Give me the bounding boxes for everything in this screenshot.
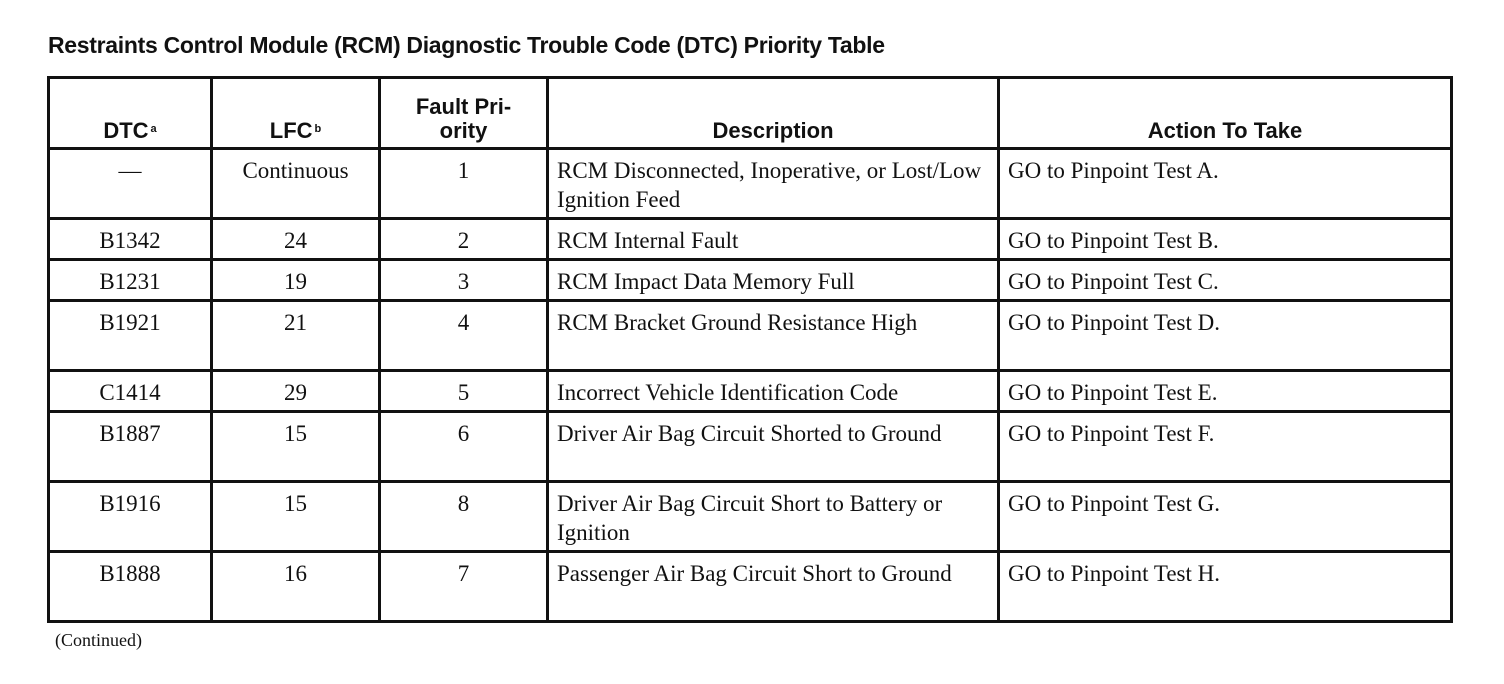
cell-action: GO to Pinpoint Test C. — [999, 260, 1452, 301]
header-lfc-label: LFC — [269, 118, 313, 143]
cell-description: RCM Bracket Ground Resistance High — [548, 301, 999, 371]
cell-lfc: 24 — [212, 219, 380, 260]
cell-dtc: B1916 — [49, 482, 212, 552]
continued-note: (Continued) — [55, 630, 142, 650]
cell-priority: 8 — [380, 482, 548, 552]
header-priority-line2: ority — [439, 118, 488, 143]
cell-description: RCM Impact Data Memory Full — [548, 260, 999, 301]
cell-description: RCM Disconnected, Inoperative, or Lost/Low Ignition Feed — [548, 149, 999, 219]
table-row — [49, 219, 1452, 260]
cell-description: Passenger Air Bag Circuit Short to Ground — [548, 552, 999, 622]
table-row — [49, 371, 1452, 412]
dtc-priority-table — [47, 76, 1453, 623]
header-fault-priority — [380, 78, 548, 149]
cell-dtc: B1231 — [49, 260, 212, 301]
cell-priority: 3 — [380, 260, 548, 301]
cell-dtc: B1921 — [49, 301, 212, 371]
table-row — [49, 149, 1452, 219]
cell-priority: 5 — [380, 371, 548, 412]
cell-dtc: B1342 — [49, 219, 212, 260]
header-dtc — [49, 78, 212, 149]
cell-description: Driver Air Bag Circuit Shorted to Ground — [548, 412, 999, 482]
cell-action: GO to Pinpoint Test E. — [999, 371, 1452, 412]
cell-priority: 1 — [380, 149, 548, 219]
header-dtc-footnote: a — [150, 123, 157, 135]
cell-action: GO to Pinpoint Test D. — [999, 301, 1452, 371]
cell-lfc: 16 — [212, 552, 380, 622]
cell-dtc: B1887 — [49, 412, 212, 482]
cell-lfc: 15 — [212, 412, 380, 482]
header-action: Action To Take — [999, 78, 1452, 149]
table-row — [49, 482, 1452, 552]
header-lfc — [212, 78, 380, 149]
cell-dtc: — — [49, 149, 212, 219]
page-title: Restraints Control Module (RCM) Diagnostic Trouble Code (DTC) Priority Table — [48, 32, 885, 58]
header-lfc-footnote: b — [314, 123, 322, 135]
cell-lfc: 15 — [212, 482, 380, 552]
cell-priority: 7 — [380, 552, 548, 622]
cell-lfc: 29 — [212, 371, 380, 412]
table-row — [49, 260, 1452, 301]
cell-dtc: C1414 — [49, 371, 212, 412]
cell-priority: 4 — [380, 301, 548, 371]
header-dtc-label: DTC — [103, 118, 149, 143]
cell-description: Incorrect Vehicle Identification Code — [548, 371, 999, 412]
cell-action: GO to Pinpoint Test F. — [999, 412, 1452, 482]
cell-priority: 2 — [380, 219, 548, 260]
cell-description: Driver Air Bag Circuit Short to Battery or Ignition — [548, 482, 999, 552]
cell-action: GO to Pinpoint Test H. — [999, 552, 1452, 622]
cell-action: GO to Pinpoint Test A. — [999, 149, 1452, 219]
table-row — [49, 412, 1452, 482]
cell-action: GO to Pinpoint Test B. — [999, 219, 1452, 260]
cell-priority: 6 — [380, 412, 548, 482]
cell-action: GO to Pinpoint Test G. — [999, 482, 1452, 552]
cell-lfc: 19 — [212, 260, 380, 301]
cell-lfc: Continuous — [212, 149, 380, 219]
header-priority-line1: Fault Pri- — [415, 94, 512, 119]
table-row — [49, 301, 1452, 371]
header-description: Description — [548, 78, 999, 149]
table-header-row — [49, 78, 1452, 149]
table-row — [49, 552, 1452, 622]
cell-dtc: B1888 — [49, 552, 212, 622]
cell-lfc: 21 — [212, 301, 380, 371]
cell-description: RCM Internal Fault — [548, 219, 999, 260]
